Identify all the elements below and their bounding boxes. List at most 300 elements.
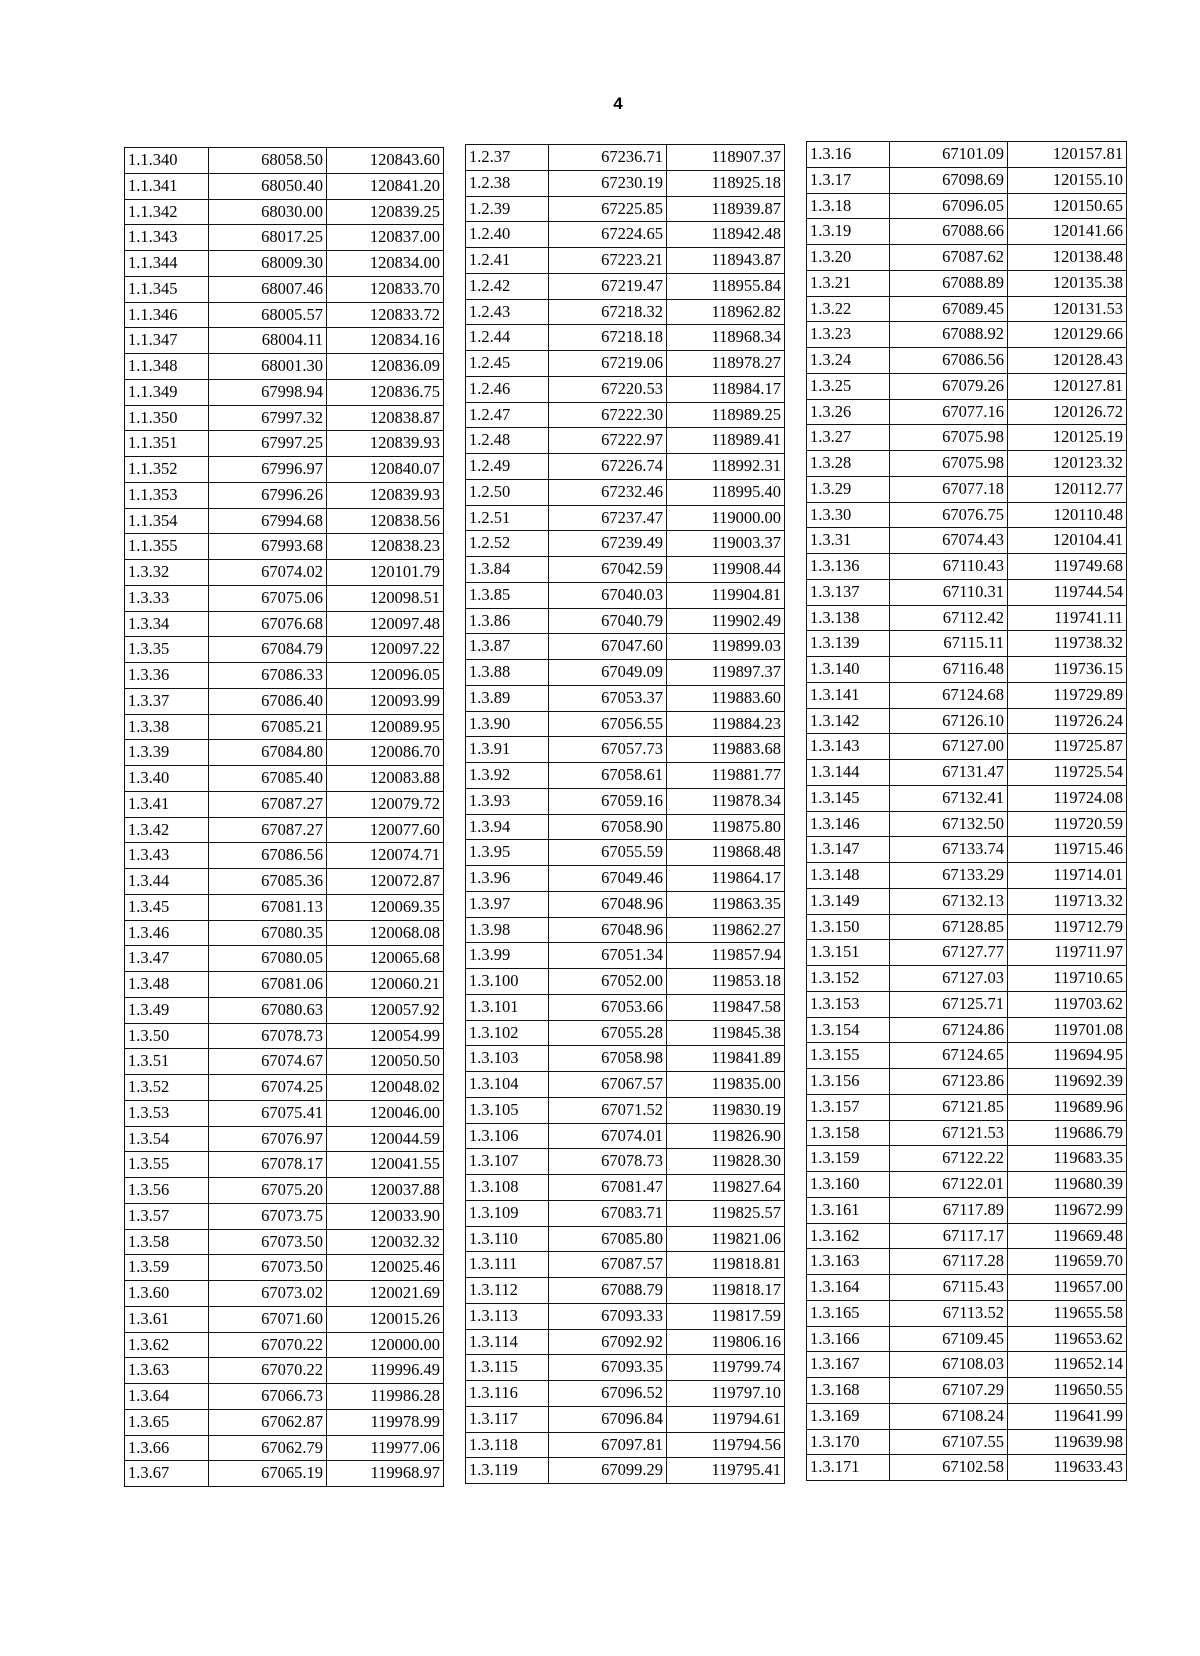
table-row (807, 1455, 1127, 1481)
point-id-cell: 1.3.158 (807, 1120, 890, 1146)
point-id-cell: 1.3.41 (125, 791, 209, 817)
y-coordinate-cell: 119996.49 (327, 1358, 444, 1384)
x-coordinate-cell: 67097.81 (549, 1432, 667, 1458)
y-coordinate-cell: 120054.99 (327, 1023, 444, 1049)
point-id-cell: 1.3.91 (466, 737, 549, 763)
point-id-cell: 1.1.350 (125, 405, 209, 431)
x-coordinate-cell: 67219.06 (549, 351, 667, 377)
point-id-cell: 1.1.346 (125, 302, 209, 328)
y-coordinate-cell: 119904.81 (667, 582, 785, 608)
table-row (125, 740, 444, 766)
y-coordinate-cell: 120048.02 (327, 1075, 444, 1101)
x-coordinate-cell: 67117.28 (890, 1249, 1008, 1275)
point-id-cell: 1.2.48 (466, 428, 549, 454)
x-coordinate-cell: 67074.67 (209, 1049, 327, 1075)
point-id-cell: 1.3.26 (807, 399, 890, 425)
table-body (125, 148, 444, 1487)
y-coordinate-cell: 120044.59 (327, 1126, 444, 1152)
point-id-cell: 1.1.344 (125, 251, 209, 277)
table-row (125, 148, 444, 174)
y-coordinate-cell: 119899.03 (667, 634, 785, 660)
y-coordinate-cell: 119639.98 (1008, 1429, 1127, 1455)
y-coordinate-cell: 118995.40 (667, 479, 785, 505)
table-row (466, 1381, 785, 1407)
y-coordinate-cell: 119689.96 (1008, 1094, 1127, 1120)
point-id-cell: 1.3.64 (125, 1384, 209, 1410)
point-id-cell: 1.3.140 (807, 657, 890, 683)
x-coordinate-cell: 68004.11 (209, 328, 327, 354)
point-id-cell: 1.2.38 (466, 170, 549, 196)
table-row (807, 1403, 1127, 1429)
x-coordinate-cell: 67076.68 (209, 611, 327, 637)
x-coordinate-cell: 67081.47 (549, 1175, 667, 1201)
table-row (807, 373, 1127, 399)
point-id-cell: 1.3.100 (466, 969, 549, 995)
table-row (466, 1458, 785, 1484)
point-id-cell: 1.3.38 (125, 714, 209, 740)
point-id-cell: 1.3.48 (125, 972, 209, 998)
point-id-cell: 1.3.166 (807, 1326, 890, 1352)
x-coordinate-cell: 67085.21 (209, 714, 327, 740)
x-coordinate-cell: 67053.66 (549, 994, 667, 1020)
x-coordinate-cell: 67098.69 (890, 167, 1008, 193)
point-id-cell: 1.3.31 (807, 528, 890, 554)
y-coordinate-cell: 119818.17 (667, 1278, 785, 1304)
point-id-cell: 1.2.44 (466, 325, 549, 351)
table-row (466, 891, 785, 917)
y-coordinate-cell: 120033.90 (327, 1203, 444, 1229)
x-coordinate-cell: 67996.26 (209, 482, 327, 508)
y-coordinate-cell: 118942.48 (667, 222, 785, 248)
table-row (466, 479, 785, 505)
y-coordinate-cell: 118943.87 (667, 248, 785, 274)
y-coordinate-cell: 118984.17 (667, 376, 785, 402)
x-coordinate-cell: 67222.97 (549, 428, 667, 454)
point-id-cell: 1.3.150 (807, 914, 890, 940)
y-coordinate-cell: 120037.88 (327, 1178, 444, 1204)
y-coordinate-cell: 120074.71 (327, 843, 444, 869)
x-coordinate-cell: 67083.71 (549, 1200, 667, 1226)
table-row (125, 1075, 444, 1101)
point-id-cell: 1.2.51 (466, 505, 549, 531)
y-coordinate-cell: 118989.25 (667, 402, 785, 428)
table-body (807, 142, 1127, 1481)
y-coordinate-cell: 119978.99 (327, 1409, 444, 1435)
x-coordinate-cell: 67075.98 (890, 451, 1008, 477)
point-id-cell: 1.3.160 (807, 1172, 890, 1198)
table-row (807, 270, 1127, 296)
table-row (125, 791, 444, 817)
point-id-cell: 1.3.36 (125, 663, 209, 689)
y-coordinate-cell: 119853.18 (667, 969, 785, 995)
x-coordinate-cell: 67058.98 (549, 1046, 667, 1072)
point-id-cell: 1.3.66 (125, 1435, 209, 1461)
x-coordinate-cell: 67121.53 (890, 1120, 1008, 1146)
point-id-cell: 1.3.51 (125, 1049, 209, 1075)
x-coordinate-cell: 67042.59 (549, 557, 667, 583)
table-row (466, 1278, 785, 1304)
table-body (466, 145, 785, 1484)
table-row (466, 145, 785, 171)
y-coordinate-cell: 119902.49 (667, 608, 785, 634)
x-coordinate-cell: 67220.53 (549, 376, 667, 402)
x-coordinate-cell: 67075.98 (890, 425, 1008, 451)
table-row (466, 582, 785, 608)
y-coordinate-cell: 119712.79 (1008, 914, 1127, 940)
table-row (807, 1017, 1127, 1043)
y-coordinate-cell: 119868.48 (667, 840, 785, 866)
y-coordinate-cell: 119883.60 (667, 685, 785, 711)
point-id-cell: 1.3.145 (807, 785, 890, 811)
table-row (807, 682, 1127, 708)
point-id-cell: 1.3.116 (466, 1381, 549, 1407)
x-coordinate-cell: 67084.79 (209, 637, 327, 663)
table-row (807, 1172, 1127, 1198)
table-row (125, 714, 444, 740)
x-coordinate-cell: 67115.11 (890, 631, 1008, 657)
y-coordinate-cell: 120834.16 (327, 328, 444, 354)
table-row (807, 785, 1127, 811)
table-row (466, 1149, 785, 1175)
point-id-cell: 1.3.65 (125, 1409, 209, 1435)
x-coordinate-cell: 67102.58 (890, 1455, 1008, 1481)
table-row (125, 1126, 444, 1152)
y-coordinate-cell: 120836.09 (327, 354, 444, 380)
y-coordinate-cell: 119794.61 (667, 1406, 785, 1432)
y-coordinate-cell: 119641.99 (1008, 1403, 1127, 1429)
table-row (466, 994, 785, 1020)
y-coordinate-cell: 120135.38 (1008, 270, 1127, 296)
x-coordinate-cell: 67239.49 (549, 531, 667, 557)
page-number: 4 (613, 94, 623, 113)
x-coordinate-cell: 67993.68 (209, 534, 327, 560)
table-row (125, 276, 444, 302)
x-coordinate-cell: 67096.52 (549, 1381, 667, 1407)
point-id-cell: 1.2.37 (466, 145, 549, 171)
y-coordinate-cell: 120069.35 (327, 894, 444, 920)
table-row (807, 167, 1127, 193)
y-coordinate-cell: 120838.23 (327, 534, 444, 560)
table-row (466, 711, 785, 737)
point-id-cell: 1.2.46 (466, 376, 549, 402)
point-id-cell: 1.3.111 (466, 1252, 549, 1278)
x-coordinate-cell: 67096.05 (890, 193, 1008, 219)
table-row (125, 585, 444, 611)
y-coordinate-cell: 119652.14 (1008, 1352, 1127, 1378)
y-coordinate-cell: 120068.08 (327, 920, 444, 946)
x-coordinate-cell: 67075.20 (209, 1178, 327, 1204)
point-id-cell: 1.3.104 (466, 1072, 549, 1098)
table-row (125, 199, 444, 225)
x-coordinate-cell: 67086.33 (209, 663, 327, 689)
point-id-cell: 1.3.163 (807, 1249, 890, 1275)
y-coordinate-cell: 120101.79 (327, 560, 444, 586)
point-id-cell: 1.3.54 (125, 1126, 209, 1152)
point-id-cell: 1.3.99 (466, 943, 549, 969)
y-coordinate-cell: 120126.72 (1008, 399, 1127, 425)
point-id-cell: 1.3.45 (125, 894, 209, 920)
table-row (807, 451, 1127, 477)
y-coordinate-cell: 119884.23 (667, 711, 785, 737)
y-coordinate-cell: 120041.55 (327, 1152, 444, 1178)
table-row (807, 322, 1127, 348)
x-coordinate-cell: 67107.55 (890, 1429, 1008, 1455)
x-coordinate-cell: 67078.73 (549, 1149, 667, 1175)
x-coordinate-cell: 67127.00 (890, 734, 1008, 760)
x-coordinate-cell: 67112.42 (890, 605, 1008, 631)
y-coordinate-cell: 120141.66 (1008, 219, 1127, 245)
x-coordinate-cell: 67132.50 (890, 811, 1008, 837)
x-coordinate-cell: 68030.00 (209, 199, 327, 225)
y-coordinate-cell: 119725.54 (1008, 760, 1127, 786)
point-id-cell: 1.3.20 (807, 245, 890, 271)
point-id-cell: 1.2.43 (466, 299, 549, 325)
y-coordinate-cell: 120079.72 (327, 791, 444, 817)
table-row (807, 1120, 1127, 1146)
x-coordinate-cell: 67994.68 (209, 508, 327, 534)
point-id-cell: 1.3.22 (807, 296, 890, 322)
point-id-cell: 1.1.352 (125, 457, 209, 483)
y-coordinate-cell: 120057.92 (327, 997, 444, 1023)
table-row (466, 1123, 785, 1149)
x-coordinate-cell: 67074.43 (890, 528, 1008, 554)
y-coordinate-cell: 120138.48 (1008, 245, 1127, 271)
point-id-cell: 1.3.162 (807, 1223, 890, 1249)
y-coordinate-cell: 120838.87 (327, 405, 444, 431)
table-row (466, 814, 785, 840)
x-coordinate-cell: 67232.46 (549, 479, 667, 505)
x-coordinate-cell: 67128.85 (890, 914, 1008, 940)
x-coordinate-cell: 67088.89 (890, 270, 1008, 296)
table-row (807, 1300, 1127, 1326)
y-coordinate-cell: 120129.66 (1008, 322, 1127, 348)
x-coordinate-cell: 67059.16 (549, 788, 667, 814)
y-coordinate-cell: 119725.87 (1008, 734, 1127, 760)
y-coordinate-cell: 119003.37 (667, 531, 785, 557)
table-row (807, 940, 1127, 966)
point-id-cell: 1.3.138 (807, 605, 890, 631)
point-id-cell: 1.2.45 (466, 351, 549, 377)
point-id-cell: 1.2.39 (466, 196, 549, 222)
x-coordinate-cell: 67107.29 (890, 1378, 1008, 1404)
table-row (466, 1226, 785, 1252)
table-row (125, 1358, 444, 1384)
point-id-cell: 1.2.47 (466, 402, 549, 428)
y-coordinate-cell: 120046.00 (327, 1100, 444, 1126)
table-row (125, 869, 444, 895)
y-coordinate-cell: 120112.77 (1008, 476, 1127, 502)
table-row (466, 840, 785, 866)
x-coordinate-cell: 67086.56 (209, 843, 327, 869)
x-coordinate-cell: 67099.29 (549, 1458, 667, 1484)
table-row (466, 376, 785, 402)
y-coordinate-cell: 119726.24 (1008, 708, 1127, 734)
table-row (125, 637, 444, 663)
x-coordinate-cell: 67070.22 (209, 1358, 327, 1384)
y-coordinate-cell: 119710.65 (1008, 966, 1127, 992)
y-coordinate-cell: 118978.27 (667, 351, 785, 377)
point-id-cell: 1.3.139 (807, 631, 890, 657)
table-row (807, 734, 1127, 760)
table-row (125, 843, 444, 869)
x-coordinate-cell: 67124.68 (890, 682, 1008, 708)
x-coordinate-cell: 67057.73 (549, 737, 667, 763)
point-id-cell: 1.3.18 (807, 193, 890, 219)
x-coordinate-cell: 67133.74 (890, 837, 1008, 863)
point-id-cell: 1.2.40 (466, 222, 549, 248)
y-coordinate-cell: 119720.59 (1008, 811, 1127, 837)
table-row (125, 328, 444, 354)
x-coordinate-cell: 68050.40 (209, 173, 327, 199)
x-coordinate-cell: 67085.36 (209, 869, 327, 895)
point-id-cell: 1.3.96 (466, 866, 549, 892)
x-coordinate-cell: 67122.22 (890, 1146, 1008, 1172)
y-coordinate-cell: 120104.41 (1008, 528, 1127, 554)
x-coordinate-cell: 67081.13 (209, 894, 327, 920)
table-row (125, 1152, 444, 1178)
point-id-cell: 1.3.141 (807, 682, 890, 708)
y-coordinate-cell: 119835.00 (667, 1072, 785, 1098)
x-coordinate-cell: 67084.80 (209, 740, 327, 766)
x-coordinate-cell: 67075.41 (209, 1100, 327, 1126)
table-row (807, 1249, 1127, 1275)
y-coordinate-cell: 119741.11 (1008, 605, 1127, 631)
point-id-cell: 1.3.168 (807, 1378, 890, 1404)
y-coordinate-cell: 120096.05 (327, 663, 444, 689)
point-id-cell: 1.1.343 (125, 225, 209, 251)
y-coordinate-cell: 119841.89 (667, 1046, 785, 1072)
point-id-cell: 1.3.33 (125, 585, 209, 611)
y-coordinate-cell: 119862.27 (667, 917, 785, 943)
y-coordinate-cell: 120077.60 (327, 817, 444, 843)
y-coordinate-cell: 120836.75 (327, 379, 444, 405)
point-id-cell: 1.1.355 (125, 534, 209, 560)
table-row (807, 631, 1127, 657)
table-row (807, 348, 1127, 374)
table-row (125, 173, 444, 199)
x-coordinate-cell: 67996.97 (209, 457, 327, 483)
y-coordinate-cell: 120838.56 (327, 508, 444, 534)
y-coordinate-cell: 119000.00 (667, 505, 785, 531)
point-id-cell: 1.3.23 (807, 322, 890, 348)
table-row (807, 296, 1127, 322)
x-coordinate-cell: 67078.73 (209, 1023, 327, 1049)
y-coordinate-cell: 119817.59 (667, 1303, 785, 1329)
table-row (807, 219, 1127, 245)
y-coordinate-cell: 119795.41 (667, 1458, 785, 1484)
point-id-cell: 1.3.58 (125, 1229, 209, 1255)
table-row (807, 914, 1127, 940)
point-id-cell: 1.3.39 (125, 740, 209, 766)
x-coordinate-cell: 67075.06 (209, 585, 327, 611)
table-row (466, 660, 785, 686)
point-id-cell: 1.3.90 (466, 711, 549, 737)
y-coordinate-cell: 119633.43 (1008, 1455, 1127, 1481)
x-coordinate-cell: 67078.17 (209, 1152, 327, 1178)
point-id-cell: 1.1.340 (125, 148, 209, 174)
y-coordinate-cell: 119845.38 (667, 1020, 785, 1046)
point-id-cell: 1.3.115 (466, 1355, 549, 1381)
x-coordinate-cell: 67236.71 (549, 145, 667, 171)
y-coordinate-cell: 119657.00 (1008, 1275, 1127, 1301)
table-row (807, 1275, 1127, 1301)
x-coordinate-cell: 67077.16 (890, 399, 1008, 425)
point-id-cell: 1.1.348 (125, 354, 209, 380)
point-id-cell: 1.3.67 (125, 1461, 209, 1487)
table-row (807, 1197, 1127, 1223)
point-id-cell: 1.1.353 (125, 482, 209, 508)
x-coordinate-cell: 67053.37 (549, 685, 667, 711)
table-row (807, 579, 1127, 605)
x-coordinate-cell: 67040.79 (549, 608, 667, 634)
point-id-cell: 1.3.17 (807, 167, 890, 193)
y-coordinate-cell: 120097.22 (327, 637, 444, 663)
table-row (807, 1223, 1127, 1249)
table-row (466, 1175, 785, 1201)
y-coordinate-cell: 120833.70 (327, 276, 444, 302)
point-id-cell: 1.3.148 (807, 863, 890, 889)
point-id-cell: 1.3.21 (807, 270, 890, 296)
y-coordinate-cell: 120083.88 (327, 766, 444, 792)
x-coordinate-cell: 67062.87 (209, 1409, 327, 1435)
table-row (807, 837, 1127, 863)
point-id-cell: 1.3.144 (807, 760, 890, 786)
table-row (807, 142, 1127, 168)
x-coordinate-cell: 67125.71 (890, 991, 1008, 1017)
y-coordinate-cell: 119738.32 (1008, 631, 1127, 657)
table-row (125, 1306, 444, 1332)
y-coordinate-cell: 119711.97 (1008, 940, 1127, 966)
x-coordinate-cell: 67055.28 (549, 1020, 667, 1046)
table-row (125, 354, 444, 380)
point-id-cell: 1.3.154 (807, 1017, 890, 1043)
y-coordinate-cell: 119669.48 (1008, 1223, 1127, 1249)
x-coordinate-cell: 67062.79 (209, 1435, 327, 1461)
y-coordinate-cell: 120155.10 (1008, 167, 1127, 193)
point-id-cell: 1.3.47 (125, 946, 209, 972)
table-row (807, 760, 1127, 786)
point-id-cell: 1.3.93 (466, 788, 549, 814)
point-id-cell: 1.3.95 (466, 840, 549, 866)
x-coordinate-cell: 67132.41 (890, 785, 1008, 811)
table-row (466, 943, 785, 969)
table-row (466, 1355, 785, 1381)
x-coordinate-cell: 67073.75 (209, 1203, 327, 1229)
y-coordinate-cell: 120025.46 (327, 1255, 444, 1281)
x-coordinate-cell: 67079.26 (890, 373, 1008, 399)
table-row (125, 1049, 444, 1075)
x-coordinate-cell: 67074.01 (549, 1123, 667, 1149)
table-row (125, 1255, 444, 1281)
point-id-cell: 1.3.151 (807, 940, 890, 966)
y-coordinate-cell: 118907.37 (667, 145, 785, 171)
y-coordinate-cell: 119692.39 (1008, 1069, 1127, 1095)
point-id-cell: 1.3.49 (125, 997, 209, 1023)
point-id-cell: 1.3.53 (125, 1100, 209, 1126)
y-coordinate-cell: 119659.70 (1008, 1249, 1127, 1275)
x-coordinate-cell: 67108.24 (890, 1403, 1008, 1429)
y-coordinate-cell: 120086.70 (327, 740, 444, 766)
y-coordinate-cell: 118925.18 (667, 170, 785, 196)
x-coordinate-cell: 67132.13 (890, 888, 1008, 914)
x-coordinate-cell: 67047.60 (549, 634, 667, 660)
point-id-cell: 1.3.112 (466, 1278, 549, 1304)
point-id-cell: 1.2.50 (466, 479, 549, 505)
y-coordinate-cell: 119977.06 (327, 1435, 444, 1461)
x-coordinate-cell: 67073.02 (209, 1281, 327, 1307)
x-coordinate-cell: 67223.21 (549, 248, 667, 274)
x-coordinate-cell: 67108.03 (890, 1352, 1008, 1378)
